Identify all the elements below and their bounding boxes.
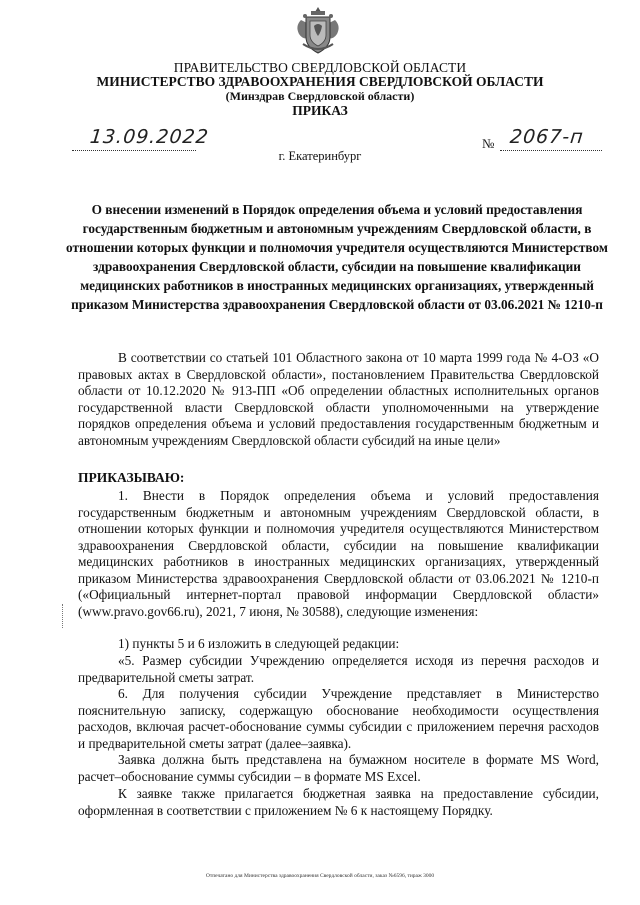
order-title: О внесении изменений в Порядок определения объема и условий предоставления государственным бюджетным и автономным учреждениям Свердловской области, в отношении которых функции и полномочия учредителя осуществляются Министерством здравоохранения Свердловской области, субсидии на повышение квалификации медицинских работников в иностранных медицинских организациях, утвержденный приказом Министерства здравоохранения Свердловской области от 03.06.2021 № 1210-п — [66, 202, 608, 312]
item-1-subpoint: 1) пункты 5 и 6 изложить в следующей редакции: — [118, 636, 400, 651]
application-attachment-paragraph: К заявке также прилагается бюджетная заявка на предоставление субсидии, оформленная в соответствии с приложением № 6 к настоящему Порядку. — [78, 786, 599, 818]
order-number: 2067-п — [508, 126, 585, 148]
print-footer: Отпечатано для Министерства здравоохранения Свердловской области, заказ №6596, тираж 3000 — [205, 873, 435, 879]
government-name: ПРАВИТЕЛЬСТВО СВЕРДЛОВСКОЙ ОБЛАСТИ — [173, 60, 467, 75]
ministry-short-name: (Минздрав Свердловской области) — [225, 89, 415, 103]
application-format-paragraph: Заявка должна быть представлена на бумажном носителе в формате MS Word, расчет–обоснование суммы субсидии – в формате MS Excel. — [78, 752, 599, 784]
city: г. Екатеринбург — [278, 149, 362, 163]
order-date: 13.09.2022 — [88, 126, 210, 148]
orders-heading: ПРИКАЗЫВАЮ: — [78, 470, 185, 485]
margin-mark — [62, 604, 71, 628]
item-1-paragraph: 1. Внести в Порядок определения объема и условий предоставления государственным бюджетным и автономным учреждениям Свердловской области, в отношении которых функции и полномочия учредителя осуществляются Министерством здравоохранения Свердловской области, субсидии на повышение квалификации медицинских работников в иностранных медицинских организациях, утвержденный приказом Министерства здравоохранения Свердловской области от 03.06.2021 № 1210-п («Официальный интернет-портал правовой информации Свердловской области» (www.pravo.gov66.ru), 2021, 7 июня, № 30588), следующие изменения: — [78, 488, 599, 619]
quoted-point-5: «5. Размер субсидии Учреждению определяется исходя из перечня расходов и предварительной сметы затрат. — [78, 653, 599, 685]
preamble-paragraph: В соответствии со статьей 101 Областного закона от 10 марта 1999 года № 4-ОЗ «О правовых актах в Свердловской области», постановлением Правительства Свердловской области от 10.12.2020 № 913-ПП «Об определении областных исполнительных органов государственной власти Свердловской области уполномоченными на утверждение порядков определения объема и условий предоставления государственным бюджетным и автономным учреждениям Свердловской области субсидий на иные цели» — [78, 350, 599, 448]
quoted-point-6: 6. Для получения субсидии Учреждение представляет в Министерство пояснительную записку, содержащую обоснование необходимости осуществления расходов, включая расчет-обоснование суммы субсидии с приложением перечня расходов и предварительной сметы затрат (далее–заявка). — [78, 686, 599, 751]
number-sign: № — [482, 136, 495, 151]
ministry-name: МИНИСТЕРСТВО ЗДРАВООХРАНЕНИЯ СВЕРДЛОВСКОЙ ОБЛАСТИ — [96, 74, 544, 89]
coat-of-arms-icon — [291, 4, 345, 58]
document-type: ПРИКАЗ — [292, 103, 348, 118]
